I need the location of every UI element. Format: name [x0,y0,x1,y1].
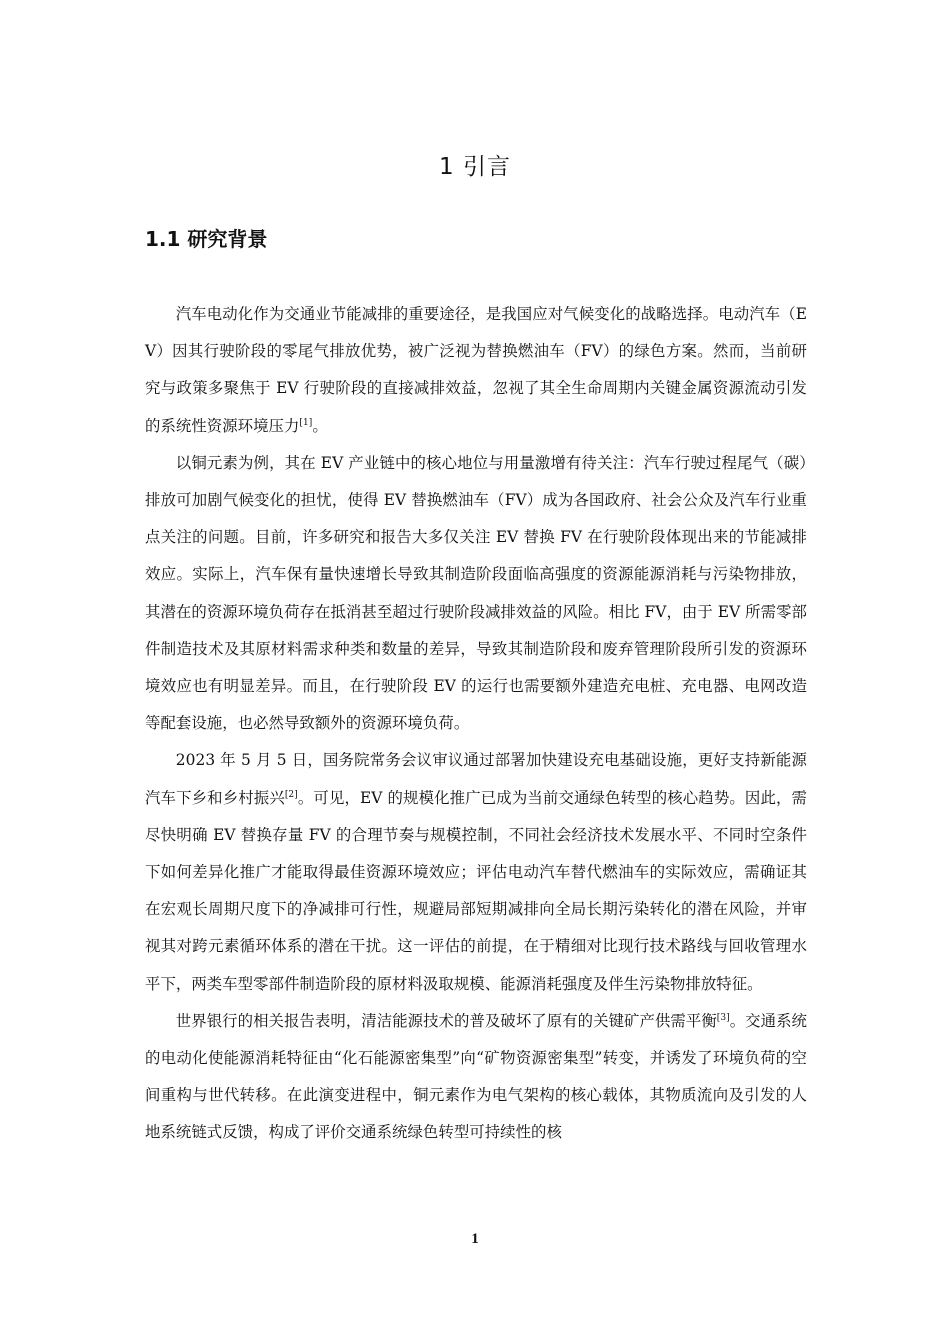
citation-ref[interactable]: [2] [284,789,298,800]
body-text [145,296,807,1152]
section-title: 1.1 研究背景 [145,227,268,251]
citation-ref[interactable]: [3] [716,1012,730,1023]
paragraph-text: 世界银行的相关报告表明，清洁能源技术的普及破坏了原有的关键矿产供需平衡 [175,1011,717,1030]
paragraph-3 [145,742,807,1002]
chapter-title: 1 引言 [439,154,511,180]
paragraph-tail: 。 [312,416,328,435]
paragraph-text: 2023 年 5 月 5 日，国务院常务会议审议通过部署加快建设充电基础设施，更好支持新能源汽车下乡和乡村振兴 [145,751,807,807]
citation-ref[interactable]: [1] [299,417,313,428]
page-number: 1 [471,1231,479,1247]
paragraph-4 [145,1003,807,1152]
paragraph-1 [145,296,807,445]
paragraph-text: 以铜元素为例，其在 EV 产业链中的核心地位与用量激增有待关注：汽车行驶过程尾气（碳）排放可加剧气候变化的担忧，使得 EV 替换燃油车（FV）成为各国政府、社会公众及汽车行业重点关注的问题。目前，许多研究和报告大多仅关注 EV 替换 FV 在行驶阶段体现出来的节能减排效应。实际上，汽车保有量快速增长导致其制造阶段面临高强度的资源能源消耗与污染物排放，其潜在的资源环境负荷存在抵消甚至超过行驶阶段减排效益的风险。相比 FV，由于 EV 所需零部件制造技术及其原材料需求种类和数量的差异，导致其制造阶段和废弃管理阶段所引发的资源环境效应也有明显差异。而且，在行驶阶段 EV 的运行也需要额外建造充电桩、充电器、电网改造等配套设施，也必然导致额外的资源环境负荷。 [145,453,807,733]
paragraph-tail: 。交通系统的电动化使能源消耗特征由“化石能源密集型”向“矿物资源密集型”转变，并诱发了环境负荷的空间重构与世代转移。在此演变进程中，铜元素作为电气架构的核心载体，其物质流向及引发的人地系统链式反馈，构成了评价交通系统绿色转型可持续性的核 [145,1011,807,1142]
paragraph-2 [145,445,807,743]
paragraph-text: 汽车电动化作为交通业节能减排的重要途径，是我国应对气候变化的战略选择。电动汽车（EV）因其行驶阶段的零尾气排放优势，被广泛视为替换燃油车（FV）的绿色方案。然而，当前研究与政策多聚焦于 EV 行驶阶段的直接减排效益，忽视了其全生命周期内关键金属资源流动引发的系统性资源环境压力 [145,305,807,435]
paragraph-tail: 。可见，EV 的规模化推广已成为当前交通绿色转型的核心趋势。因此，需尽快明确 EV 替换存量 FV 的合理节奏与规模控制，不同社会经济技术发展水平、不同时空条件下如何差异化推广才能取得最佳资源环境效应；评估电动汽车替代燃油车的实际效应，需确证其在宏观长周期尺度下的净减排可行性，规避局部短期减排向全局长期污染转化的潜在风险，并审视其对跨元素循环体系的潜在干扰。这一评估的前提，在于精细对比现行技术路线与回收管理水平下，两类车型零部件制造阶段的原材料汲取规模、能源消耗强度及伴生污染物排放特征。 [145,788,807,993]
